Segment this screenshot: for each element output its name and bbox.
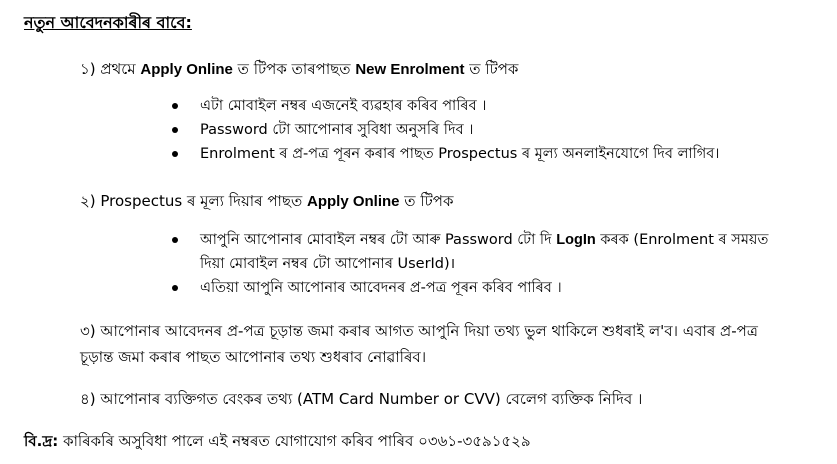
bullet-text: Password টো আপোনাৰ সুবিধা অনুসৰি দিব । — [200, 122, 474, 138]
step-2-bullet-list — [170, 228, 795, 300]
step-2-suffix: ত টিপক — [399, 192, 454, 210]
footer-text: কাৰিকৰি অসুবিধা পালে এই নম্বৰত যোগাযোগ কৰিব পাৰিব ০৩৬১-৩৫৯১৫২৯ — [58, 432, 531, 450]
list-item — [170, 94, 820, 118]
footer-note — [24, 430, 531, 455]
section-heading: নতুন আবেদনকাৰীৰ বাবে: — [24, 13, 192, 32]
bullet-text: Enrolment ৰ প্ৰ-পত্ৰ পূৰন কৰাৰ পাছত Prospectus ৰ মূল্য অনলাইনযোগে দিব লাগিব। — [200, 146, 720, 162]
bullet-icon — [172, 285, 178, 291]
list-item — [170, 228, 795, 276]
bullet-icon — [172, 151, 178, 157]
apply-online-label: Apply Online — [140, 61, 233, 78]
list-item — [170, 142, 820, 166]
bullet-icon — [172, 237, 178, 243]
list-item — [170, 276, 795, 300]
step-2-prefix: ২) Prospectus ৰ মূল্য দিয়াৰ পাছত — [80, 192, 308, 210]
list-item — [170, 118, 820, 142]
footer-label: বি.দ্ৰ: — [24, 432, 59, 450]
step-2 — [80, 190, 453, 215]
step-1-mid: ত টিপক তাৰপাছত — [232, 60, 356, 78]
bullet-text-pre: আপুনি আপোনাৰ মোবাইল নম্বৰ টো আৰু Password টো দি — [200, 232, 557, 248]
step-1-suffix: ত টিপক — [464, 60, 519, 78]
apply-online-label: Apply Online — [307, 193, 400, 210]
step-4: ৪) আপোনাৰ ব্যক্তিগত বেংকৰ তথ্য (ATM Card Number or CVV) বেলেগ ব্যক্তিক নিদিব । — [80, 390, 643, 408]
step-1-bullet-list — [170, 94, 820, 166]
new-enrolment-label: New Enrolment — [355, 61, 465, 78]
step-1-prefix: ১) প্ৰথমে — [80, 60, 141, 78]
bullet-text: এতিয়া আপুনি আপোনাৰ আবেদনৰ প্ৰ-পত্ৰ পূৰন কৰিব পাৰিব । — [200, 280, 562, 296]
step-3: ৩) আপোনাৰ আবেদনৰ প্ৰ-পত্ৰ চূড়ান্ত জমা কৰাৰ আগত আপুনি দিয়া তথ্য ভুল থাকিলে শুধৰাই ল'ব। এবাৰ প্ৰ-পত্ৰ চূড়ান্ত জমা কৰাৰ পাছত আপোনাৰ তথ্য শুধৰাব নোৱাৰিব। — [80, 322, 758, 366]
bullet-icon — [172, 127, 178, 133]
step-1 — [80, 58, 518, 83]
bullet-text: এটা মোবাইল নম্বৰ এজনেই ব্যৱহাৰ কৰিব পাৰিব । — [200, 98, 487, 114]
bullet-text-post: কৰক (Enrolment ৰ সময়ত দিয়া মোবাইল নম্বৰ টো আপোনাৰ UserId)। — [200, 232, 769, 272]
bullet-icon — [172, 103, 178, 109]
login-label: LogIn — [556, 232, 596, 248]
